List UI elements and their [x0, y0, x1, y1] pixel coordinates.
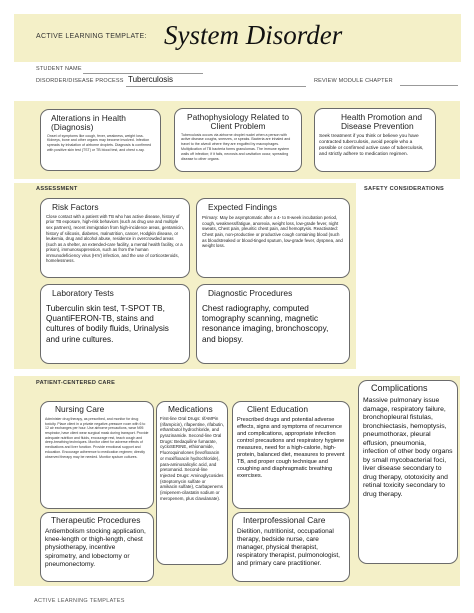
diagnostic-procedures-title: Diagnostic Procedures: [208, 288, 293, 298]
assessment-label: ASSESSMENT: [36, 186, 78, 192]
nursing-care-box: [40, 401, 154, 509]
pathophysiology-box: [174, 108, 302, 172]
therapeutic-procedures-box: [40, 512, 154, 582]
complications-body: Massive pulmonary issue damage, respiratory failure, bronchopleural fistulas, bronchiectasis, hemoptysis, pneumothorax, pleural effusion, pneumonia, infection of other body organs by small mycobacterial foci, liver disease secondary to drug therapy, ototoxicity and retinal toxicity secondary to drug therapy.: [363, 397, 453, 498]
disorder-field-line: [126, 86, 306, 87]
risk-factors-box: [40, 198, 190, 278]
client-education-title: Client Education: [247, 404, 308, 414]
health-promotion-box: [314, 108, 436, 172]
alterations-box: [40, 109, 161, 171]
student-name-label: STUDENT NAME: [36, 66, 82, 72]
medications-title: Medications: [168, 404, 213, 414]
template-label: ACTIVE LEARNING TEMPLATE:: [36, 33, 147, 40]
interprofessional-care-body: Dietition, nutritionist, occupational therapy, bedside nurse, care manager, physical therapist, respiratory therapist, pulmonologist, and primary care practitioner.: [237, 527, 340, 568]
nursing-care-body: Administer drug therapy, as prescribed, and monitor for drug toxicity. Place client in a private negative-pressure room with 6 to 12 air exchanges per hour. Use airborne precautions, wear N95 respirator, have client wear surgical mask during transport. Provide adequate nutrition and fluids, encourage rest, teach cough and deep-breathing techniques. Monitor client for adverse effects of medications and liver function. Provide emotional support and education. Encourage adherence to medication regimen; directly observed therapy may be needed. Monitor sputum cultures.: [45, 416, 149, 459]
interprofessional-care-box: [232, 512, 350, 582]
alterations-body: Onset of symptoms like cough, fever, weakness, weight loss. Kidneys, bone and other organs may become involved. Infection spreads by inhalation of airborne droplets. Diagnosis is confirmed with positive skin test (TST) or TB blood test, and chest x-ray.: [47, 133, 152, 153]
therapeutic-procedures-title: Therapeutic Procedures: [51, 515, 141, 525]
pathophysiology-body: Tuberculosis occurs via airborne droplet nuclei when a person with active disease coughs, sneezes, or speaks. Bacteria are inhaled and travel to the alveoli where they are engulfed by macrophages. Multiplication of TB bacteria forms granulomas. The immune system walls off infection; if it fails, necrosis and cavitation occur, spreading disease to other organs.: [181, 132, 291, 161]
page-title: System Disorder: [164, 20, 343, 50]
patient-care-label: PATIENT-CENTERED CARE: [36, 380, 116, 386]
diagnostic-procedures-box: [196, 284, 350, 364]
client-education-body: Prescribed drugs and potential adverse effects, signs and symptoms of recurrence and complications, appropriate infection control precautions and respiratory hygiene measures, need for a high-calorie, high-protein, balanced diet, measures to prevent TB, and proper cough technique and coughing and diaphragmatic breathing exercises.: [237, 416, 345, 479]
expected-findings-body: Primary: May be asymptomatic after a 4- to 8-week incubation period, cough, weakness/fatigue, anorexia, weight loss, low-grade fever, night sweats, Chest pain, pleuritic chest pain, and hemoptysis. Reactivated: Chest pain, non-productive or productive cough containing blood (such as bloodstreaked or blood-tinged sputum, low-grade fever, dyspnea, and weight loss.: [202, 214, 343, 249]
risk-factors-title: Risk Factors: [52, 202, 99, 212]
risk-factors-body: Close contact with a patient with TB who has active disease, history of prior TB exposure, high-risk behaviors (such as drug use and multiple sex partners), recent immigration from high-incidence areas, gentamicin, history of silicosis, diabetes, malnutrition, cancer, Hodgkin disease, or leukemia, drug and alcohol abuse, residence in overcrowded areas (such as a shelter, an extended-care facility, a mental health facility, or a prison), immunosuppression, such as from the human immunodeficiency virus (HIV) infection, and the use of corticosteroids, homelessness.: [46, 213, 184, 264]
diagnostic-procedures-body: Chest radiography, computed tomography scanning, magnetic resonance imaging, bronchoscopy, and biopsy.: [202, 303, 329, 344]
laboratory-tests-title: Laboratory Tests: [52, 288, 114, 298]
review-chapter-field[interactable]: [400, 85, 458, 86]
health-promotion-title: Health Promotion and Disease Prevention: [341, 112, 423, 131]
complications-box: [358, 380, 458, 564]
laboratory-tests-box: [40, 284, 190, 364]
therapeutic-procedures-body: Antiembolism stocking application, knee-length or thigh-length, chest physiotherapy, incentive spirometry, and lobectomy or pneumonectomy.: [45, 527, 146, 568]
complications-title: Complications: [371, 383, 428, 393]
disorder-label: DISORDER/DISEASE PROCESS: [36, 78, 124, 84]
disorder-value[interactable]: Tuberculosis: [128, 75, 174, 84]
medications-body: First-line Oral Drugs: rifAMPin (rifampicin), rifapentine, rifabutin, ethambutol hydrochloride, and pyrazinamide. Second-line Oral Drugs: Bedaquiline fumarate, cycloSERINE, ethionamide, Fluoroquinolones (levofloxacin or moxifloxacin hydrochloride), para-aminosalicylic acid, and pretomanid. Second-line Injected Drugs: Aminoglycosides (streptomycin sulfate or amikacin sulfate), Carbapenems (imipenem-cilastatin sodium or meropenem, plus clavulanate).: [160, 415, 224, 501]
expected-findings-box: [196, 198, 350, 278]
interprofessional-care-title: Interprofessional Care: [243, 515, 326, 525]
health-promotion-body: Seek treatment if you think or believe you have contracted tuberculosis, avoid people who a possible or confirmed active case of tuberculosis, and strictly adhere to medication regimen.: [319, 133, 424, 158]
alterations-title: Alterations in Health (Diagnosis): [51, 113, 126, 132]
pathophysiology-title: Pathophysiology Related to Client Problem: [187, 112, 289, 131]
medications-box: [156, 401, 228, 565]
safety-considerations-label: SAFETY CONSIDERATIONS: [364, 186, 445, 192]
expected-findings-title: Expected Findings: [208, 202, 277, 212]
student-name-field[interactable]: [83, 73, 203, 74]
review-chapter-label: REVIEW MODULE CHAPTER: [314, 78, 393, 84]
laboratory-tests-body: Tuberculin skin test, T-SPOT TB, QuantiFERON-TB, stains and cultures of bodily fluids, Urinalysis and urine cultures.: [46, 303, 169, 344]
client-education-box: [232, 401, 350, 509]
footer-label: ACTIVE LEARNING TEMPLATES: [34, 598, 125, 604]
nursing-care-title: Nursing Care: [55, 404, 105, 414]
